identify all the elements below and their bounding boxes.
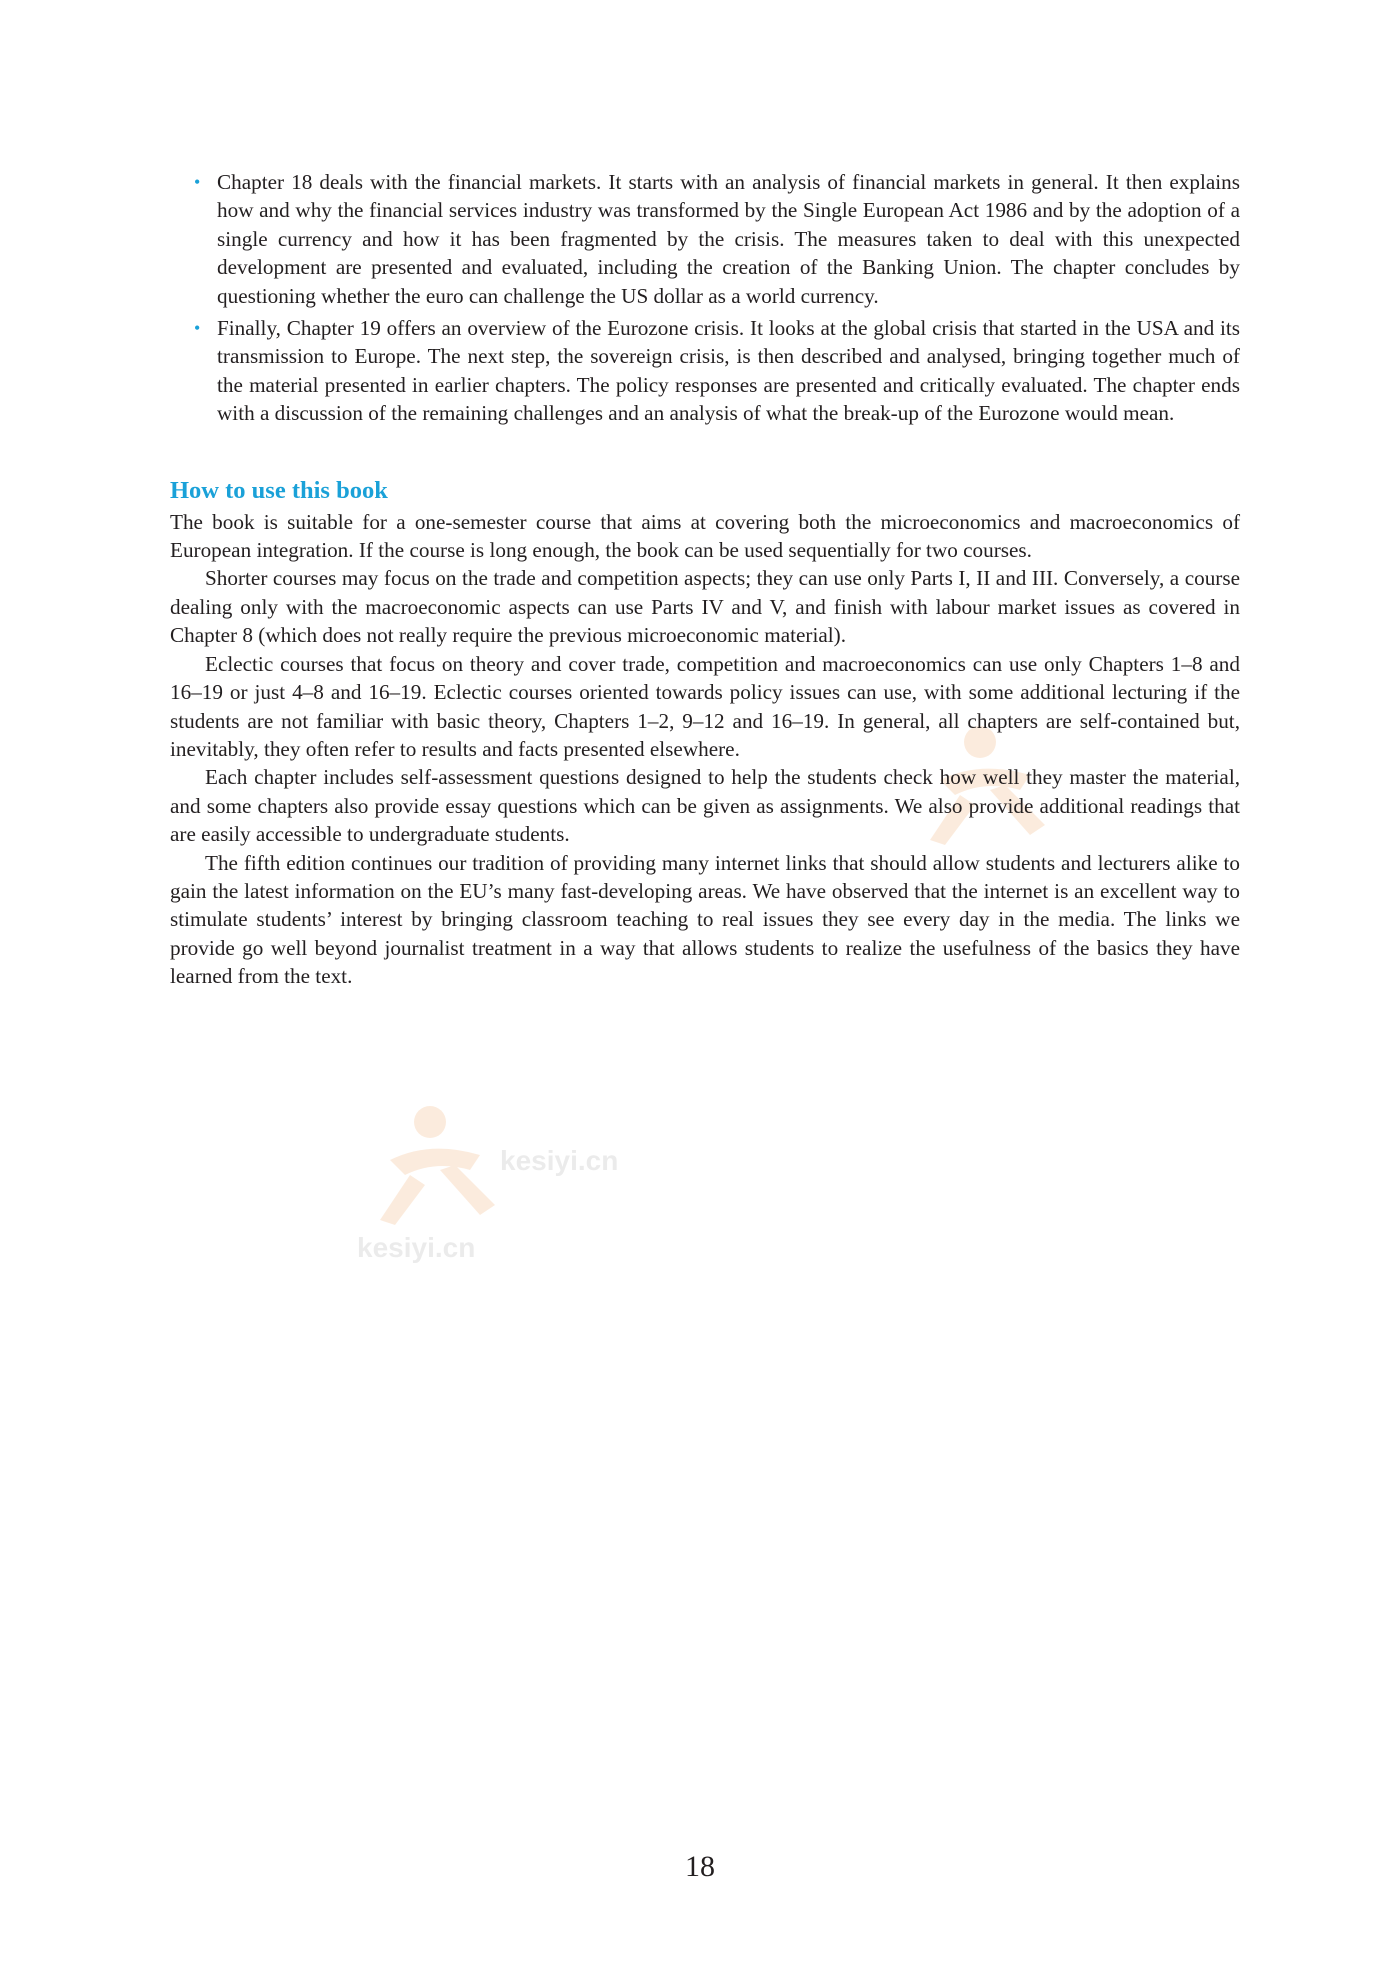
paragraph-4: Each chapter includes self-assessment questions designed to help the students check how well they master the material, and some chapters also provide essay questions which can be given as assignments. We also provide additional readings that are easily accessible to undergraduate students.: [170, 765, 1240, 847]
bullet-icon: •: [194, 318, 201, 339]
bullet-item-chapter-19: [170, 314, 1240, 428]
paragraph-1: The book is suitable for a one-semester course that aims at covering both the microeconomics and macroeconomics of European integration. If the course is long enough, the book can be used sequentially for two courses.: [170, 509, 1240, 563]
bullet-item-chapter-18: [170, 168, 1240, 310]
watermark-text-2: kesiyi.cn: [357, 1232, 476, 1263]
page-number: 18: [685, 1850, 715, 1883]
bullet-text: Finally, Chapter 19 offers an overview of the Eurozone crisis. It looks at the global crisis that started in the USA and its transmission to Europe. The next step, the sovereign crisis, is then described and analysed, bringing together much of the material presented in earlier chapters. The policy responses are presented and critically evaluated. The chapter ends with a discussion of the remaining challenges and an analysis of what the break-up of the Eurozone would mean.: [217, 316, 1240, 426]
paragraph-2: Shorter courses may focus on the trade and competition aspects; they can use only Parts I, II and III. Conversely, a course dealing only with the macroeconomic aspects can use Parts IV and V, and finish with labour market issues as covered in Chapter 8 (which does not really require the previous microeconomic material).: [170, 566, 1240, 648]
bullet-icon: •: [194, 172, 201, 192]
watermark-text-1: kesiyi.cn: [500, 1145, 619, 1176]
page-body: [170, 168, 1240, 991]
chapter-bullet-list: [170, 168, 1240, 428]
bullet-text: Chapter 18 deals with the financial markets. It starts with an analysis of financial markets in general. It then explains how and why the financial services industry was transformed by the Single European Act 1986 and by the adoption of a single currency and how it has been fragmented by the crisis. The measures taken to deal with this unexpected development are presented and evaluated, including the creation of the Banking Union. The chapter concludes by questioning whether the euro can challenge the US dollar as a world currency.: [217, 170, 1240, 308]
watermark-runner-logo-bottom: [350, 1100, 520, 1234]
section-heading: How to use this book: [170, 476, 388, 504]
paragraph-3: Eclectic courses that focus on theory and cover trade, competition and macroeconomics can use only Chapters 1–8 and 16–19 or just 4–8 and 16–19. Eclectic courses oriented towards policy issues can use, with some additional lecturing if the students are not familiar with basic theory, Chapters 1–2, 9–12 and 16–19. In general, all chapters are self-contained but, inevitably, they often refer to results and facts presented elsewhere.: [170, 651, 1240, 761]
paragraph-5: The fifth edition continues our tradition of providing many internet links that should allow students and lecturers alike to gain the latest information on the EU’s many fast-developing areas. We have observed that the internet is an excellent way to stimulate students’ interest by bringing classroom teaching to real issues they see every day in the media. The links we provide go well beyond journalist treatment in a way that allows students to realize the usefulness of the basics they have learned from the text.: [170, 850, 1240, 989]
